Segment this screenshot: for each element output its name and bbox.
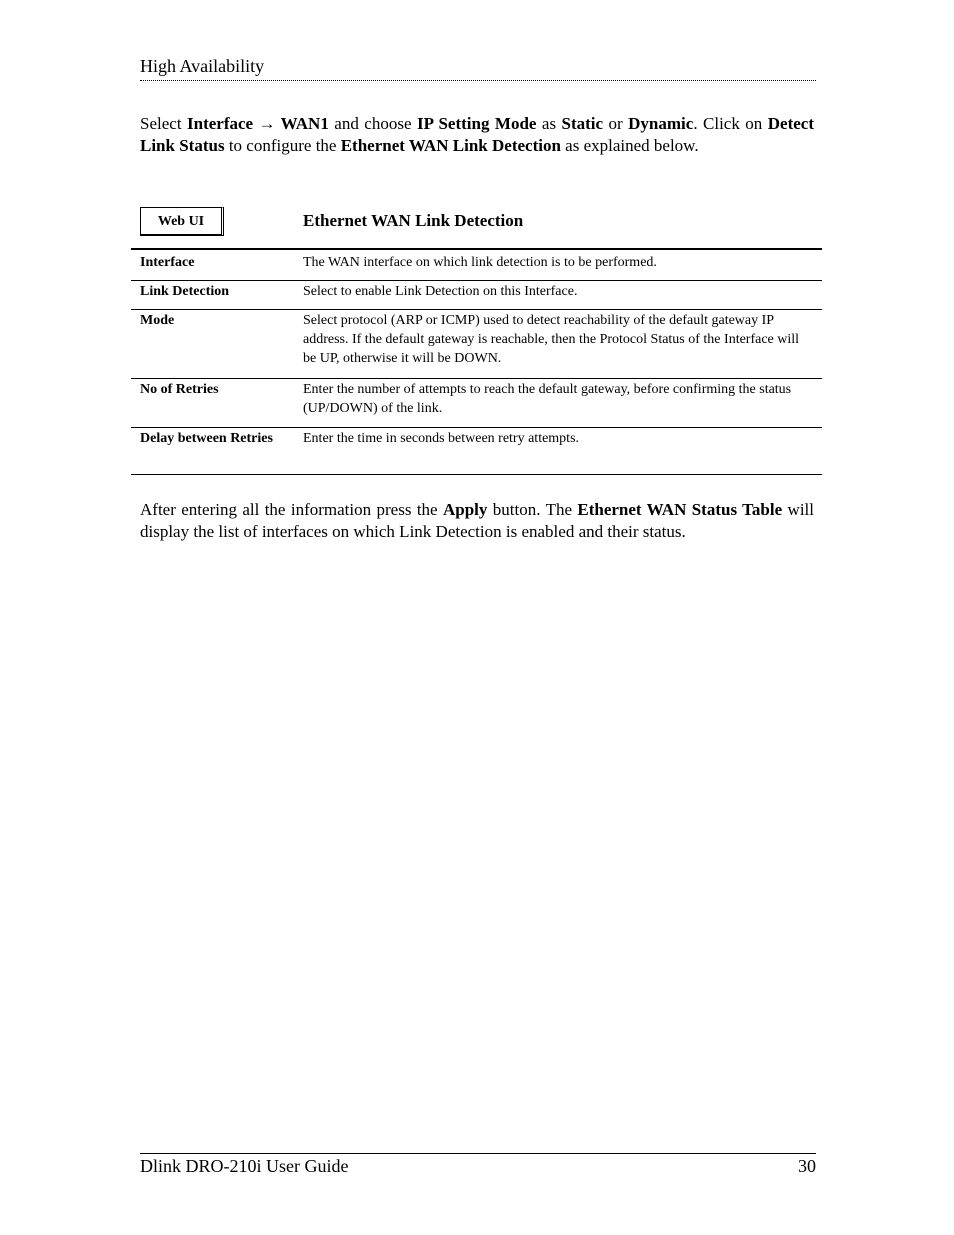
footer-title: Dlink DRO-210i User Guide — [140, 1156, 349, 1176]
outro-text: After entering all the information press the — [140, 500, 443, 519]
intro-bold-menu-path: Interface → WAN1 — [187, 114, 329, 133]
outro-text: will display the list of interfaces on which Link Detection is enabled and their status. — [140, 500, 814, 541]
footer-divider — [140, 1153, 816, 1154]
outro-bold-apply: Apply — [442, 500, 488, 519]
intro-bold-ethernet-wan-link-detection: Ethernet WAN Link Detection — [340, 136, 561, 155]
outro-text: button. The — [487, 500, 578, 519]
row-label: Delay between Retries — [140, 431, 273, 446]
intro-text: or — [603, 114, 629, 133]
web-ui-label-box: Web UI — [140, 207, 224, 236]
row-label: Mode — [140, 313, 175, 328]
intro-bold-dynamic: Dynamic — [628, 114, 694, 133]
table-row — [131, 250, 822, 281]
intro-text: as explained below. — [560, 136, 699, 155]
intro-text: and choose — [328, 114, 417, 133]
row-label: Interface — [140, 255, 195, 270]
settings-table — [131, 248, 822, 475]
row-description: Select to enable Link Detection on this Interface. — [303, 284, 578, 299]
intro-text: to configure the — [224, 136, 341, 155]
page-number: 30 — [798, 1156, 816, 1176]
outro-paragraph — [140, 499, 814, 543]
page-header: High Availability — [140, 56, 265, 76]
table-row — [131, 379, 822, 428]
row-label: No of Retries — [140, 382, 219, 397]
table-title: Ethernet WAN Link Detection — [303, 211, 524, 230]
row-label: Link Detection — [140, 284, 230, 299]
outro-bold-status-table: Ethernet WAN Status Table — [577, 500, 783, 519]
table-row — [131, 281, 822, 310]
intro-text: . Click on — [693, 114, 768, 133]
row-description: The WAN interface on which link detection is to be performed. — [303, 255, 657, 270]
table-row — [131, 428, 822, 475]
table-row — [131, 310, 822, 379]
header-divider — [140, 80, 816, 81]
intro-bold-static: Static — [561, 114, 604, 133]
intro-bold-ip-setting-mode: IP Setting Mode — [416, 114, 537, 133]
row-description: Select protocol (ARP or ICMP) used to detect reachability of the default gateway IP address. If the default gateway is reachable, then the Protocol Status of the Interface will be UP, otherwise it will be DOWN. — [303, 313, 800, 366]
intro-text: as — [536, 114, 562, 133]
row-description: Enter the time in seconds between retry attempts. — [303, 431, 580, 446]
intro-text: Select — [140, 114, 187, 133]
intro-bold-detect-link-status: Detect Link Status — [140, 114, 814, 155]
intro-paragraph — [140, 113, 814, 157]
row-description: Enter the number of attempts to reach the default gateway, before confirming the status (UP/DOWN) of the link. — [303, 382, 792, 416]
